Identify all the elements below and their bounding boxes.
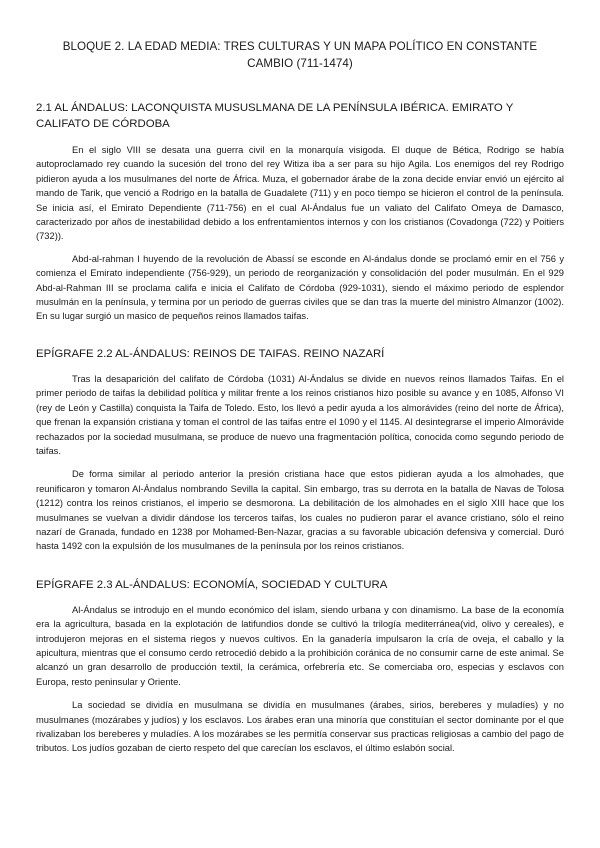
paragraph: En el siglo VIII se desata una guerra civil en la monarquía visigoda. El duque de Bética, Rodrigo se había autoproclamado rey cuando la sucesión del trono del rey Witiza iba a ser para su hijo Agila. Los enemigos del rey Rodrigo pidieron ayuda a los musulmanes del norte de África. Muza, el gobernador árabe de la zona decide enviar envió un ejército al mando de Tarik, que venció a Rodrigo en la batalla de Guadalete (711) y en poco tiempo se hicieron el control de la península. Se inicia así, el Emirato Dependiente (711-756) en el cual Al-Ándalus fue un valiato del Califato Omeya de Damasco, caracterizado por años de inestabilidad debido a los enfrentamientos internos y con los cristianos (Covadonga (722) y Poitiers (732)). [36,145,564,242]
document-title: BLOQUE 2. LA EDAD MEDIA: TRES CULTURAS Y UN MAPA POLÍTICO EN CONSTANTE CAMBIO (711-1474) [62,40,538,70]
section-title: 2.1 AL ÁNDALUS: LACONQUISTA MUSUSLMANA DE LA PENÍNSULA IBÉRICA. EMIRATO Y CALIFATO DE CÓRDOBA [36,102,514,130]
paragraph: La sociedad se dividía en musulmana se dividía en musulmanes (árabes, sirios, bereberes y muladíes) y no musulmanes (mozárabes y judíos) y los esclavos. Los árabes eran una minoría que constituían el sector dominante por el que rivalizaban los bereberes y muladíes. A los mozárabes se les permitía conservar sus practicas religiosas a cambio del pago de tributos. Los judíos gozaban de cierto respeto del que carecían los esclavos, el último eslabón social. [36,700,564,754]
section-title: EPÍGRAFE 2.2 AL-ÁNDALUS: REINOS DE TAIFAS. REINO NAZARÍ [36,347,385,360]
paragraph: Tras la desaparición del califato de Córdoba (1031) Al-Ándalus se divide en nuevos reinos llamados Taifas. En el primer periodo de taifas la debilidad política y militar frente a los reinos cristianos hizo posible su avance y en 1085, Alfonso VI (rey de León y Castilla) conquista la Taifa de Toledo. Esto, los llevó a pedir ayuda a los almorávides (reino del norte de África), que frenan la expansión cristiana y toman el control de las taifas entre el 1090 y el 1145. Al desintegrarse el imperio Almorávide rechazados por la sociedad musulmana, se produce de nuevo una fragmentación política, conocida como segundo periodo de taifas. [36,373,564,456]
document-page [36,38,564,756]
paragraph: De forma similar al periodo anterior la presión cristiana hace que estos pidieran ayuda a los almohades, que reunificaron y tomaron Al-Ándalus nombrando Sevilla la capital. Sin embargo, tras su derrota en la batalla de Navas de Tolosa (1212) contra los reinos cristianos, el imperio se desmorona. La debilitación de los almohades en el siglo XIII hace que los musulmanes se vuelvan a dividir dándose los terceros taifas, los cuales no pudieron parar el avance cristiano, sólo el reino nazarí de Granada, fundado en 1238 por Mohamed-Ben-Nazar, gracias a su favorable ubicación defensiva y comercial. Duró hasta 1492 con la expulsión de los musulmanes de la península por los reinos cristianos. [36,469,564,552]
paragraph: Abd-al-rahman I huyendo de la revolución de Abassí se esconde en Al-ándalus donde se proclamó emir en el 756 y comienza el Emirato independiente (756-929), un periodo de reorganización y consolidación del poder musulmán. En el 929 Abd-al-Rahman III se proclama califa e inicia el Califato de Córdoba (929-1031), siendo el máximo periodo de esplendor musulmán en la península, y termina por un periodo de guerras civiles que se dan tras la muerte del ministro Almanzor (1002). En su lugar surgió un masico de pequeños reinos llamados taifas. [36,253,564,322]
paragraph: Al-Ándalus se introdujo en el mundo económico del islam, siendo urbana y con dinamismo. La base de la economía era la agricultura, basada en la explotación de latifundios donde se cultivó la trilogía mediterránea(vid, olivo y cereales), e introdujeron mejoras en el sistema riegos y nuevos cultivos. En la ganadería impulsaron la cría de oveja, el caballo y la apicultura, mientras que el consumo cerdo retrocedió debido a la prohibición coránica de no consumir carne de este animal. Se alcanzó un gran desarrollo de producción textil, la cerámica, orfebrería etc. Se comerciaba oro, especias y esclavos con Europa, resto peninsular y Oriente. [36,604,564,687]
section-title: EPÍGRAFE 2.3 AL-ÁNDALUS: ECONOMÍA, SOCIEDAD Y CULTURA [36,578,388,591]
